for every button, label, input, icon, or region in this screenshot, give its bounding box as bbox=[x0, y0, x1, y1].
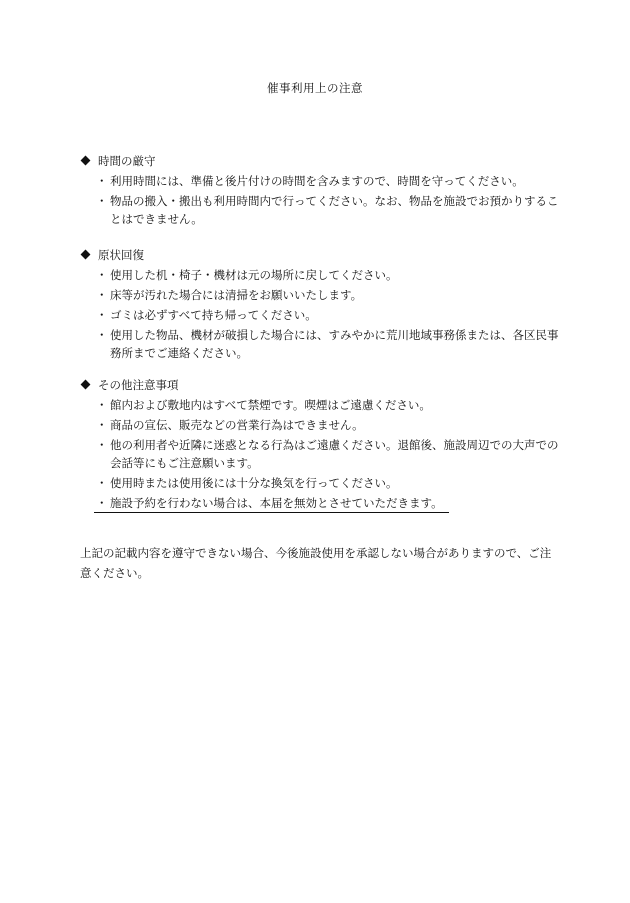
list-item-text: 利用時間には、準備と後片付けの時間を含みますので、時間を守ってください。 bbox=[110, 174, 524, 188]
section-heading-text: 原状回復 bbox=[98, 248, 144, 262]
list-item-text: 施設予約を行わない場合は、本届を無効とさせていただきます。 bbox=[110, 496, 443, 510]
bullet-mark: ・ bbox=[96, 194, 108, 208]
section-time-compliance bbox=[80, 152, 560, 230]
list-item-text: 他の利用者や近隣に迷惑となる行為はご遠慮ください。退館後、施設周辺での大声での会話等にもご注意願います。 bbox=[110, 438, 559, 470]
bullet-mark: ・ bbox=[96, 308, 108, 322]
section-items bbox=[80, 396, 560, 513]
list-item bbox=[90, 192, 560, 228]
list-item-underlined bbox=[90, 494, 560, 513]
diamond-bullet-icon bbox=[80, 246, 92, 264]
list-item-text: 床等が汚れた場合には清掃をお願いいたします。 bbox=[110, 288, 363, 302]
list-item bbox=[90, 436, 560, 472]
list-item-text: 館内および敷地内はすべて禁煙です。喫煙はご遠慮ください。 bbox=[110, 398, 431, 412]
bullet-mark: ・ bbox=[96, 268, 108, 282]
bullet-mark: ・ bbox=[96, 476, 108, 490]
list-item bbox=[90, 306, 560, 324]
bullet-mark: ・ bbox=[96, 398, 108, 412]
underline-wrap bbox=[94, 494, 449, 513]
section-restoration bbox=[80, 246, 560, 364]
footer-note: 上記の記載内容を遵守できない場合、今後施設使用を承認しない場合がありますので、ご注意ください。 bbox=[80, 546, 552, 580]
bullet-mark: ・ bbox=[96, 418, 108, 432]
section-items bbox=[80, 172, 560, 228]
list-item-text: ゴミは必ずすべて持ち帰ってください。 bbox=[110, 308, 317, 322]
list-item bbox=[90, 266, 560, 284]
list-item bbox=[90, 172, 560, 190]
section-heading-text: その他注意事項 bbox=[98, 378, 179, 392]
diamond-bullet-icon bbox=[80, 376, 92, 394]
list-item-text: 使用した物品、機材が破損した場合には、すみやかに荒川地域事務係または、各区民事務所までご連絡ください。 bbox=[110, 328, 559, 360]
document-title: 催事利用上の注意 bbox=[267, 81, 363, 95]
list-item-text: 商品の宣伝、販売などの営業行為はできません。 bbox=[110, 418, 364, 432]
list-item bbox=[90, 416, 560, 434]
section-items bbox=[80, 266, 560, 362]
section-heading-text: 時間の厳守 bbox=[98, 154, 156, 168]
diamond-bullet-icon bbox=[80, 152, 92, 170]
list-item bbox=[90, 326, 560, 362]
list-item-text: 物品の搬入・搬出も利用時間内で行ってください。なお、物品を施設でお預かりすることはできません。 bbox=[110, 194, 559, 226]
list-item bbox=[90, 474, 560, 492]
bullet-mark: ・ bbox=[96, 174, 108, 188]
list-item-text: 使用した机・椅子・機材は元の場所に戻してください。 bbox=[110, 268, 398, 282]
bullet-mark: ・ bbox=[96, 496, 108, 510]
section-heading bbox=[80, 246, 560, 264]
section-heading bbox=[80, 152, 560, 170]
list-item bbox=[90, 396, 560, 414]
bullet-mark: ・ bbox=[96, 328, 108, 342]
section-other-notes bbox=[80, 376, 560, 515]
bullet-mark: ・ bbox=[96, 438, 108, 452]
bullet-mark: ・ bbox=[96, 288, 108, 302]
list-item-text: 使用時または使用後には十分な換気を行ってください。 bbox=[110, 476, 398, 490]
section-heading bbox=[80, 376, 560, 394]
list-item bbox=[90, 286, 560, 304]
